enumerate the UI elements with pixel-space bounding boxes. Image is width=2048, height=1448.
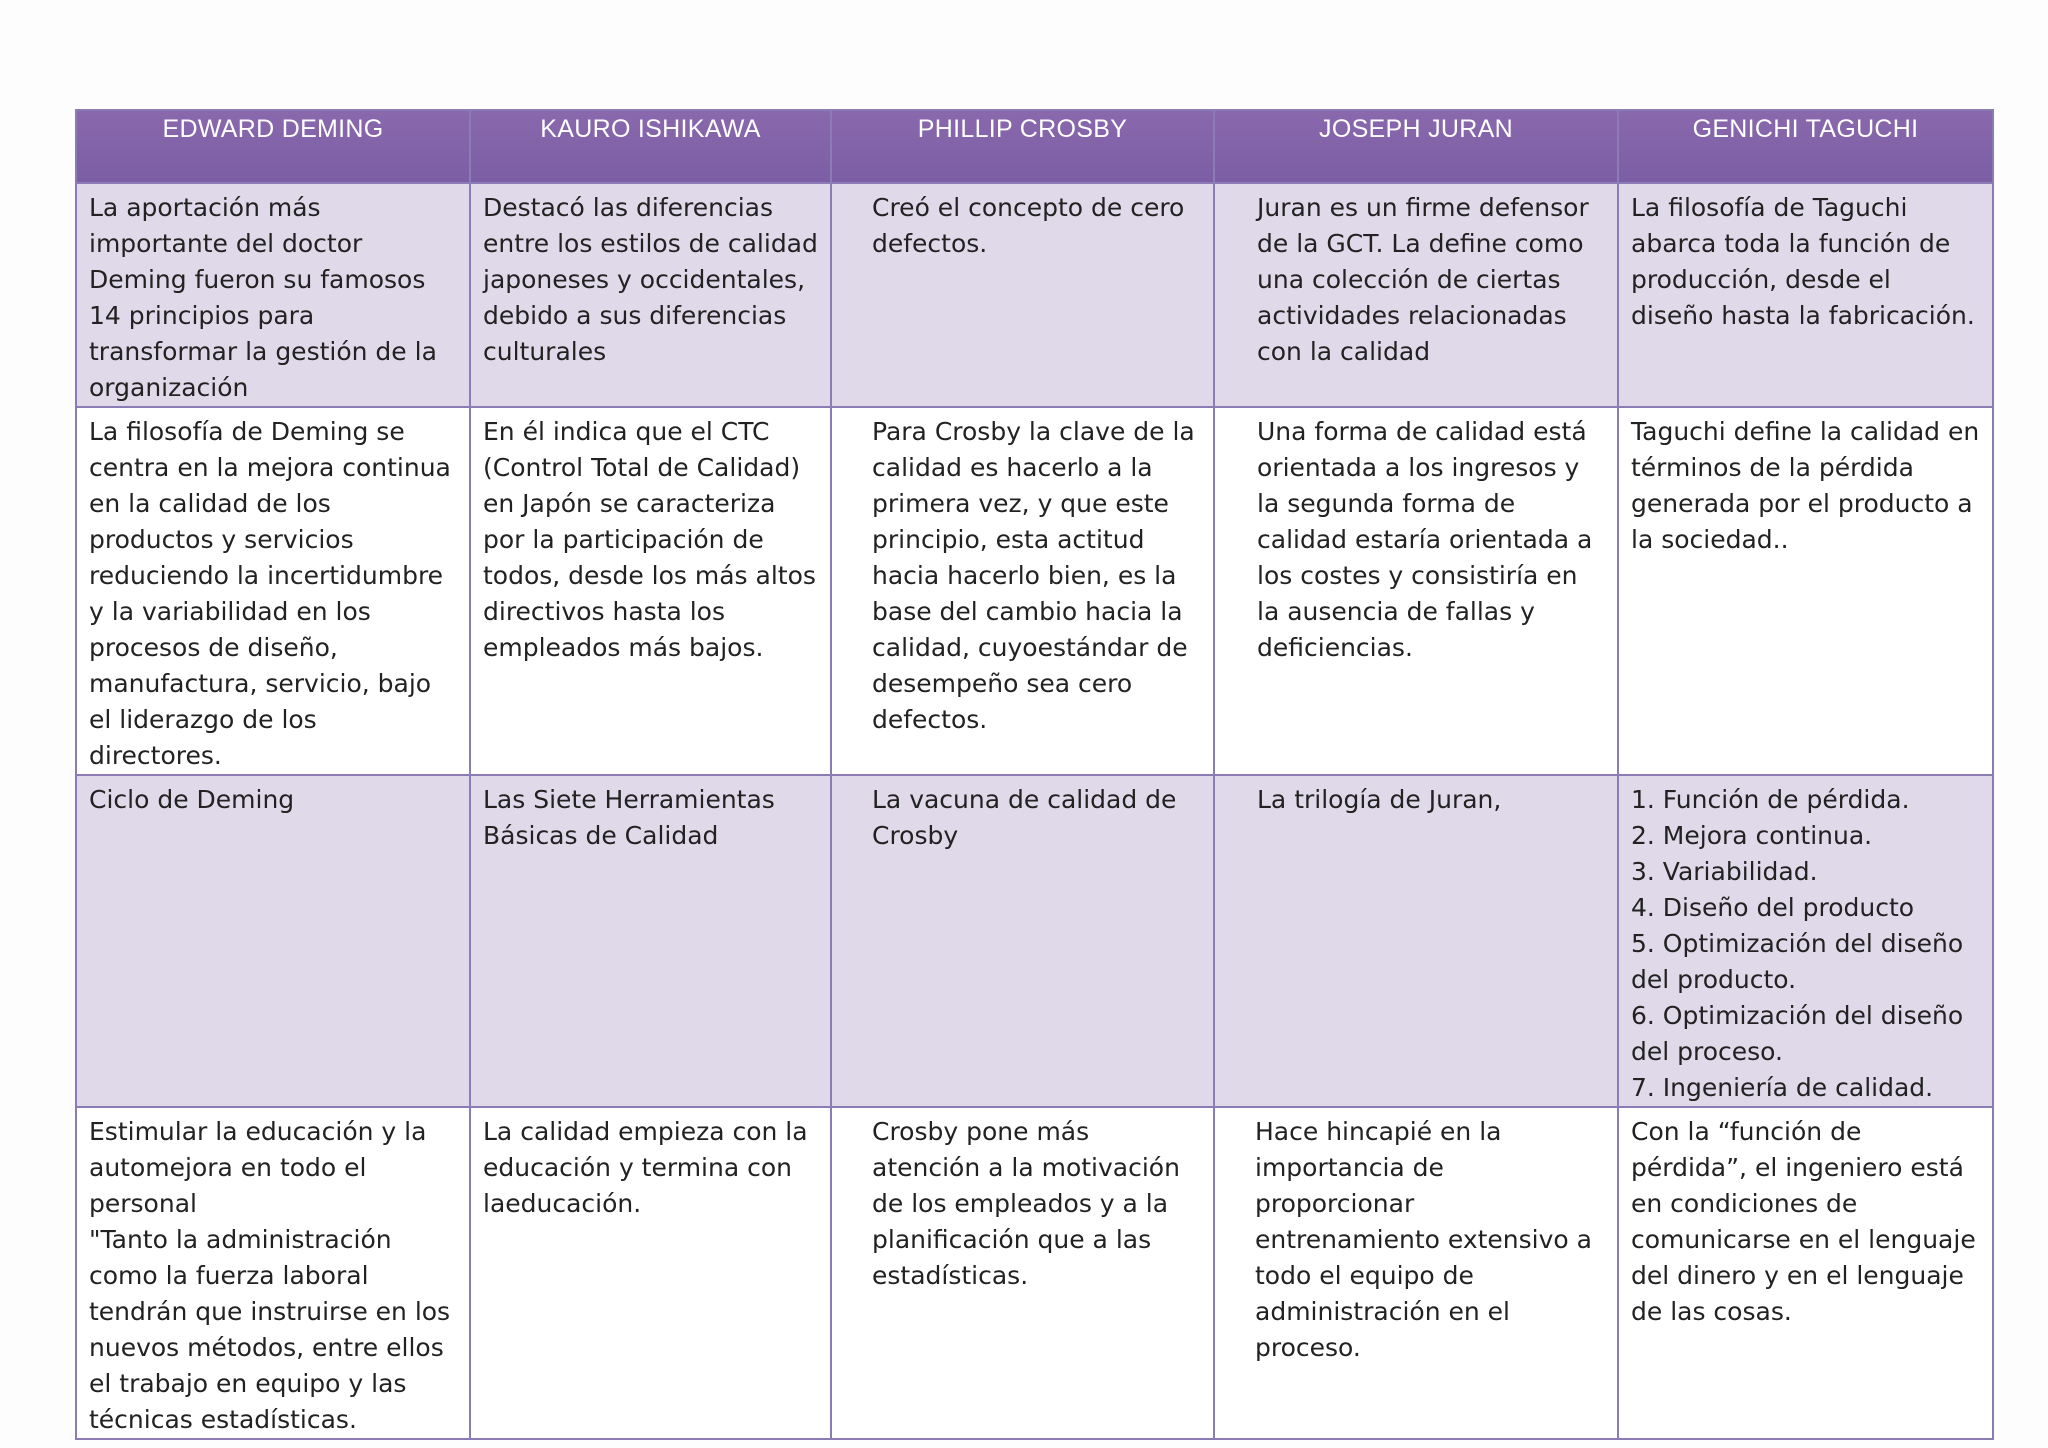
table-cell xyxy=(76,407,470,775)
cell-text: Crosby pone más atención a la motivación de los empleados y a la planificación que a las estadísticas. xyxy=(872,1117,1180,1290)
cell-text: Hace hincapié en la importancia de proporcionar entrenamiento extensivo a todo el equipo de administración en el proceso. xyxy=(1255,1117,1592,1362)
table-cell xyxy=(831,183,1214,407)
table-cell xyxy=(1214,775,1618,1107)
table-cell xyxy=(1618,407,1993,775)
table-cell xyxy=(76,775,470,1107)
table-cell xyxy=(831,775,1214,1107)
quality-gurus-table xyxy=(75,109,1994,1440)
cell-text: Destacó las diferencias entre los estilos de calidad japoneses y occidentales, debido a sus diferencias culturales xyxy=(483,193,818,366)
table-row xyxy=(76,775,1993,1107)
table-cell xyxy=(831,407,1214,775)
cell-text: Con la “función de pérdida”, el ingeniero está en condiciones de comunicarse en el lenguaje del dinero y en el lenguaje de las cosas. xyxy=(1631,1117,1976,1326)
table-cell xyxy=(1618,183,1993,407)
table-cell xyxy=(1214,1107,1618,1439)
comparison-table-container xyxy=(75,109,1992,1440)
table-cell xyxy=(76,1107,470,1439)
table-cell xyxy=(1618,1107,1993,1439)
cell-text: La trilogía de Juran, xyxy=(1257,785,1502,814)
table-row xyxy=(76,183,1993,407)
cell-text: La calidad empieza con la educación y termina con laeducación. xyxy=(483,1117,808,1218)
cell-text: 1. Función de pérdida. 2. Mejora continua. 3. Variabilidad. 4. Diseño del producto 5. Optimización del diseño del producto. 6. Optimización del diseño del proceso. 7. Ingeniería de calidad. xyxy=(1631,785,1964,1102)
header-kauro-ishikawa: KAURO ISHIKAWA xyxy=(470,110,831,183)
cell-text: Creó el concepto de cero defectos. xyxy=(872,193,1185,258)
table-cell xyxy=(1214,183,1618,407)
cell-text: Una forma de calidad está orientada a los ingresos y la segunda forma de calidad estaría orientada a los costes y consistiría en la ausencia de fallas y deficiencias. xyxy=(1257,417,1593,662)
table-cell xyxy=(470,407,831,775)
table-row xyxy=(76,1107,1993,1439)
cell-text: En él indica que el CTC (Control Total de Calidad) en Japón se caracteriza por la participación de todos, desde los más altos directivos hasta los empleados más bajos. xyxy=(483,417,816,662)
header-edward-deming: EDWARD DEMING xyxy=(76,110,470,183)
cell-text: Ciclo de Deming xyxy=(89,785,295,814)
table-cell xyxy=(470,1107,831,1439)
cell-text: La vacuna de calidad de Crosby xyxy=(872,785,1177,850)
cell-text: Las Siete Herramientas Básicas de Calidad xyxy=(483,785,775,850)
cell-text: Para Crosby la clave de la calidad es hacerlo a la primera vez, y que este principio, esta actitud hacia hacerlo bien, es la base del cambio hacia la calidad, cuyoestándar de desempeño sea cero defectos. xyxy=(872,417,1195,734)
header-genichi-taguchi: GENICHI TAGUCHI xyxy=(1618,110,1993,183)
table-row xyxy=(76,407,1993,775)
cell-text: Taguchi define la calidad en términos de la pérdida generada por el producto a la sociedad.. xyxy=(1631,417,1980,554)
table-cell xyxy=(76,183,470,407)
cell-text: La filosofía de Taguchi abarca toda la función de producción, desde el diseño hasta la fabricación. xyxy=(1631,193,1975,330)
header-phillip-crosby: PHILLIP CROSBY xyxy=(831,110,1214,183)
cell-text: Estimular la educación y la automejora en todo el personal "Tanto la administración como la fuerza laboral tendrán que instruirse en los nuevos métodos, entre ellos el trabajo en equipo y las técnicas estadísticas. xyxy=(89,1117,451,1434)
table-cell xyxy=(1618,775,1993,1107)
table-cell xyxy=(470,183,831,407)
cell-text: La aportación más importante del doctor Deming fueron su famosos 14 principios para transformar la gestión de la organización xyxy=(89,193,437,402)
table-cell xyxy=(831,1107,1214,1439)
header-joseph-juran: JOSEPH JURAN xyxy=(1214,110,1618,183)
cell-text: La filosofía de Deming se centra en la mejora continua en la calidad de los productos y servicios reduciendo la incertidumbre y la variabilidad en los procesos de diseño, manufactura, servicio, bajo el liderazgo de los directores. xyxy=(89,417,451,770)
table-cell xyxy=(1214,407,1618,775)
table-header-row xyxy=(76,110,1993,183)
cell-text: Juran es un firme defensor de la GCT. La define como una colección de ciertas actividades relacionadas con la calidad xyxy=(1257,193,1589,366)
table-cell xyxy=(470,775,831,1107)
